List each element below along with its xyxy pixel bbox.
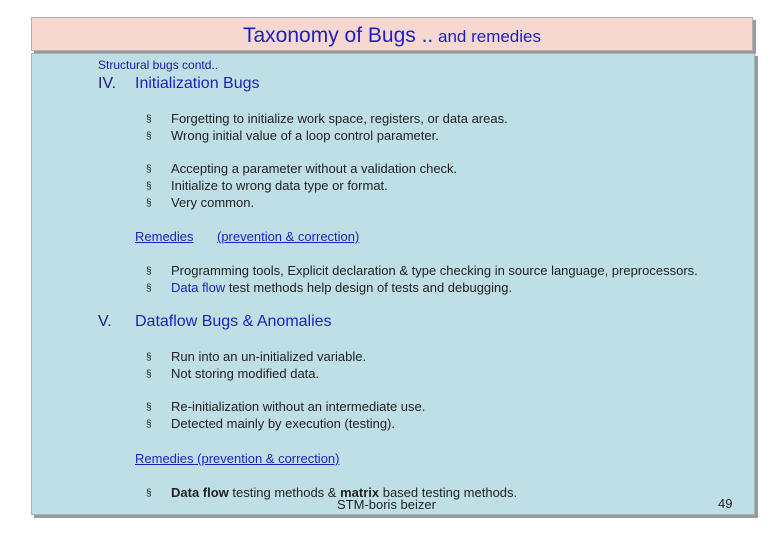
slide-title: Taxonomy of Bugs .. (243, 24, 434, 47)
bullet-icon: § (146, 352, 152, 363)
remedies-link[interactable]: Remedies (prevention & correction) (135, 451, 340, 466)
footer-author: STM-boris beizer (337, 497, 436, 512)
bullet-text: Data flow test methods help design of tests and debugging. (171, 280, 513, 295)
bullet-text: Very common. (171, 195, 255, 210)
bullet-icon: § (146, 283, 152, 294)
section-v-numeral: V. (98, 313, 112, 330)
remedies-link[interactable]: (prevention & correction) (217, 229, 360, 244)
bullet-icon: § (146, 114, 152, 125)
bullet-text: Re-initialization without an intermediate use. (171, 399, 426, 414)
bullet-text: Data flow testing methods & matrix based testing methods. (171, 485, 518, 500)
slide-title-bar (31, 17, 753, 51)
section-v-heading: Dataflow Bugs & Anomalies (135, 313, 332, 330)
bullet-icon: § (146, 266, 152, 277)
bullet-text: Initialize to wrong data type or format. (171, 178, 388, 193)
bullet-icon: § (146, 369, 152, 380)
section-iv-heading: Initialization Bugs (135, 75, 260, 92)
bullet-icon: § (146, 198, 152, 209)
bullet-text: Accepting a parameter without a validation check. (171, 161, 458, 176)
bullet-icon: § (146, 402, 152, 413)
bullet-text: Wrong initial value of a loop control parameter. (171, 128, 439, 143)
section-iv-numeral: IV. (98, 75, 117, 92)
bullet-text: Detected mainly by execution (testing). (171, 416, 395, 431)
bullet-text: Not storing modified data. (171, 366, 320, 381)
bullet-icon: § (146, 131, 152, 142)
bullet-icon: § (146, 419, 152, 430)
data-flow-highlight: Data flow (171, 280, 226, 295)
bullet-text: Forgetting to initialize work space, registers, or data areas. (171, 111, 508, 126)
bullet-icon: § (146, 164, 152, 175)
bullet-icon: § (146, 181, 152, 192)
remedies-label: Remedies (135, 229, 194, 244)
bullet-text: Programming tools, Explicit declaration & type checking in source language, preprocessors. (171, 263, 698, 278)
bullet-text: Run into an un-initialized variable. (171, 349, 367, 364)
bullet-icon: § (146, 488, 152, 499)
section-note: Structural bugs contd.. (98, 58, 219, 72)
slide-subtitle: and remedies (433, 27, 541, 46)
page-number: 49 (718, 496, 733, 511)
